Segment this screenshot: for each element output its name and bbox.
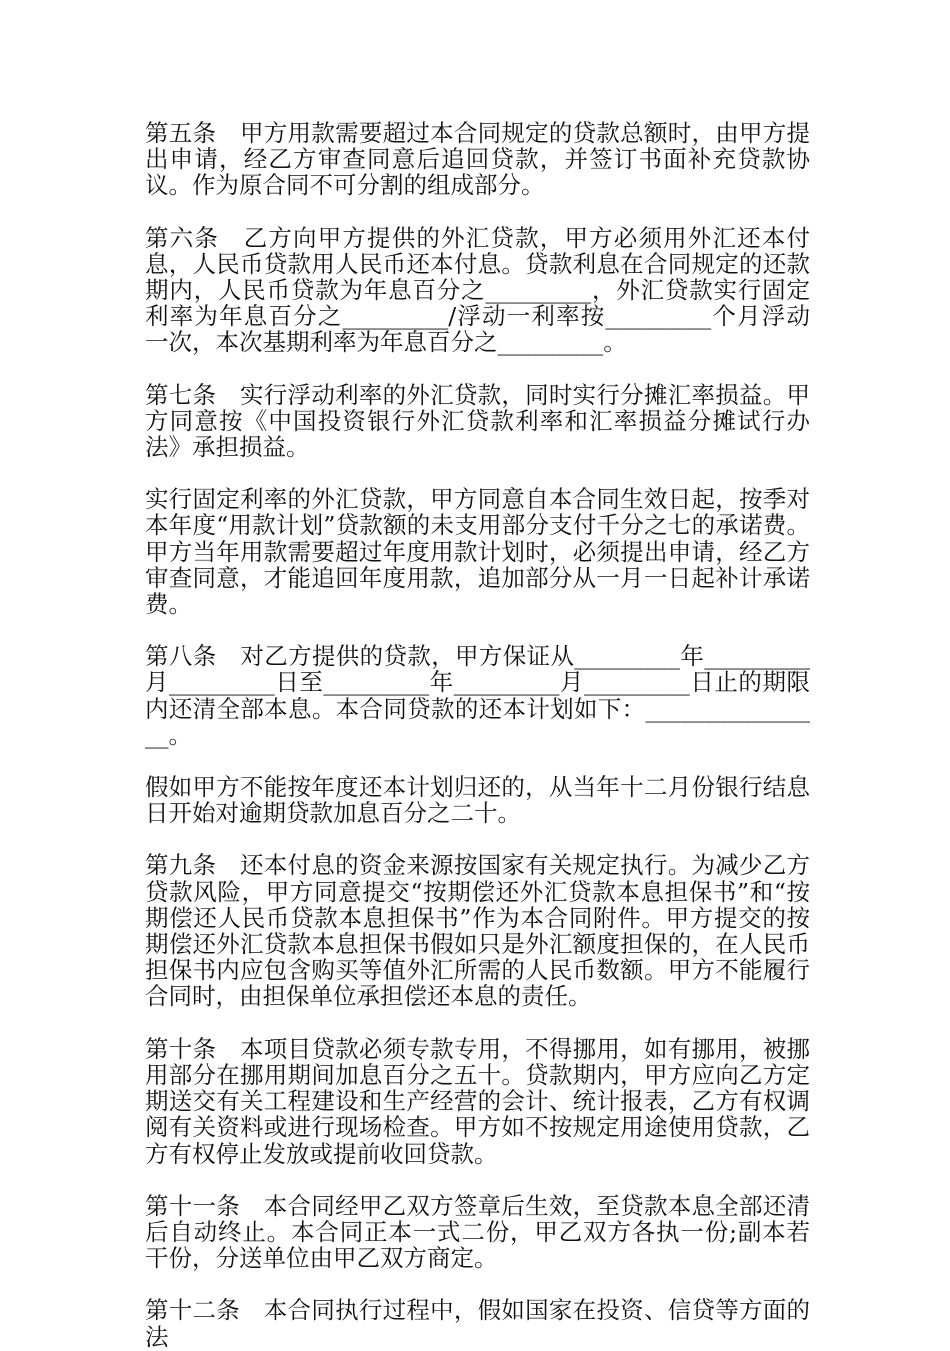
clause-5: 第五条 甲方用款需要超过本合同规定的贷款总额时，由甲方提出申请，经乙方审查同意后追回贷款，并签订书面补充贷款协议。作为原合同不可分割的组成部分。 — [145, 119, 810, 200]
clause-7-fixed-rate: 实行固定利率的外汇贷款，甲方同意自本合同生效日起，按季对本年度“用款计划”贷款额的未支用部分支付千分之七的承诺费。甲方当年用款需要超过年度用款计划时，必须提出申请，经乙方审查同意，才能追回年度用款，追加部分从一月一日起补计承诺费。 — [145, 485, 810, 619]
clause-6: 第六条 乙方向甲方提供的外汇贷款，甲方必须用外汇还本付息，人民币贷款用人民币还本付息。贷款利息在合同规定的还款期内，人民币贷款为年息百分之_________，外汇贷款实行固定利率为年息百分之_________/浮动一利率按_________个月浮动一次，本次基期利率为年息百分之_________。 — [145, 223, 810, 357]
clause-8-overdue: 假如甲方不能按年度还本计划归还的，从当年十二月份银行结息日开始对逾期贷款加息百分之二十。 — [145, 773, 810, 828]
clause-9: 第九条 还本付息的资金来源按国家有关规定执行。为减少乙方贷款风险，甲方同意提交“按期偿还外汇贷款本息担保书”和“按期偿还人民币贷款本息担保书”作为本合同附件。甲方提交的按期偿还外汇贷款本息担保书假如只是外汇额度担保的，在人民币担保书内应包含购买等值外汇所需的人民币数额。甲方不能履行合同时，由担保单位承担偿还本息的责任。 — [145, 851, 810, 1011]
clause-12: 第十二条 本合同执行过程中，假如国家在投资、信贷等方面的法 — [145, 1296, 810, 1351]
clause-8: 第八条 对乙方提供的贷款，甲方保证从_________年_________月_________日至_________年_________月_________日止的期限内还清全部本息。本合同贷款的还本计划如下：________________。 — [145, 642, 810, 749]
clause-10: 第十条 本项目贷款必须专款专用，不得挪用，如有挪用，被挪用部分在挪用期间加息百分之五十。贷款期内，甲方应向乙方定期送交有关工程建设和生产经营的会计、统计报表，乙方有权调阅有关资料或进行现场检查。甲方如不按规定用途使用贷款，乙方有权停止发放或提前收回贷款。 — [145, 1034, 810, 1168]
document-page — [145, 120, 810, 1350]
clause-11: 第十一条 本合同经甲乙双方签章后生效，至贷款本息全部还清后自动终止。本合同正本一式二份，甲乙双方各执一份;副本若干份，分送单位由甲乙双方商定。 — [145, 1191, 810, 1273]
clause-7: 第七条 实行浮动利率的外汇贷款，同时实行分摊汇率损益。甲方同意按《中国投资银行外汇贷款利率和汇率损益分摊试行办法》承担损益。 — [145, 380, 810, 462]
